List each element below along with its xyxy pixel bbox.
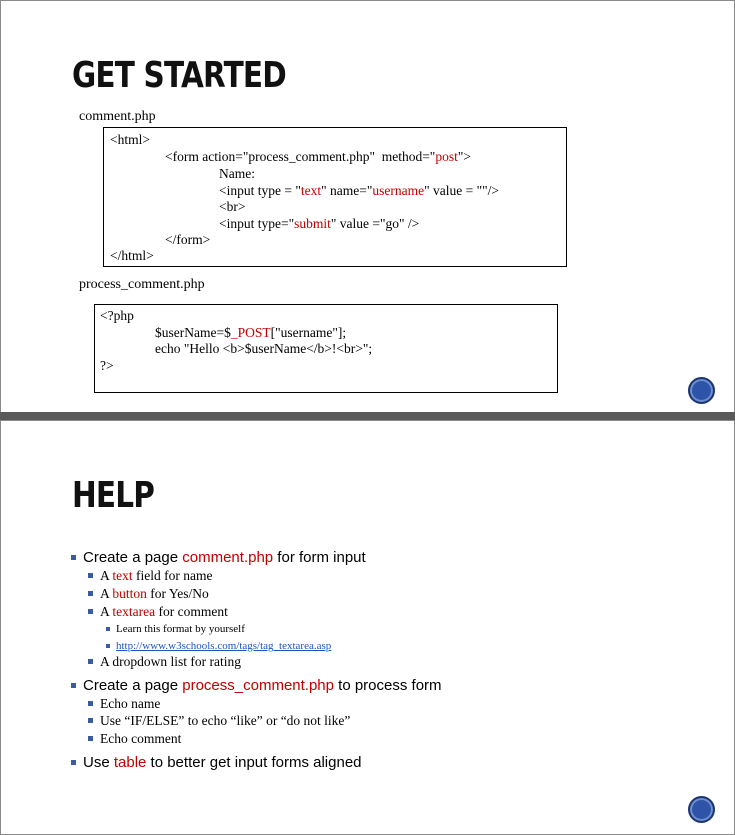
bullet-square-icon — [88, 573, 93, 578]
bullet-square-icon — [88, 701, 93, 706]
code-line: <html> — [110, 132, 150, 147]
code-line: ?> — [100, 358, 114, 373]
code-line: <input type="submit" value ="go" /> — [219, 216, 420, 231]
slide-title: GET STARTED — [72, 55, 286, 96]
bullet-square-icon — [88, 609, 93, 614]
code-line: echo "Hello <b>$userName</b>!<br>"; — [155, 341, 373, 356]
code-line: </form> — [165, 232, 211, 247]
code-line: <br> — [219, 199, 246, 214]
bullet-square-icon — [88, 736, 93, 741]
code-line: $userName=$_POST["username"]; — [155, 325, 347, 340]
w3schools-link[interactable]: http://www.w3schools.com/tags/tag_textarea.asp — [116, 640, 332, 652]
bullet-square-icon — [88, 659, 93, 664]
bullet-square-icon — [106, 644, 110, 648]
comment-php-label: comment.php — [79, 109, 156, 124]
bullet-square-icon — [88, 718, 93, 723]
code-line: </html> — [110, 248, 154, 263]
bullet-square-icon — [71, 760, 76, 765]
bullet-square-icon — [71, 555, 76, 560]
code-line: Name: — [219, 166, 255, 181]
code-line: <?php — [100, 308, 134, 323]
process-comment-php-label: process_comment.php — [79, 277, 205, 292]
process-comment-php-code-box — [94, 304, 558, 393]
slide-help: HELP Create a page comment.php for form input A text field for name A button for Yes/No A textarea for comment Learn this format by yourself http://www.w3schools.com/tags/tag_textarea.asp A dropdown list for rating Create a page process_comment.php to process form Echo name Use “IF/ELSE” to echo “like” or “do not like” Echo comment Use table to better get input forms aligned — [0, 420, 735, 835]
code-line: <input type = "text" name="username" value = ""/> — [219, 183, 499, 198]
slide-nav-circle-icon[interactable] — [688, 377, 715, 404]
comment-php-code-box — [103, 127, 567, 267]
code-line: <form action="process_comment.php" method="post"> — [165, 149, 471, 164]
slide-get-started — [0, 0, 735, 414]
slide-nav-circle-icon[interactable] — [688, 796, 715, 823]
bullet-square-icon — [106, 627, 110, 631]
bullet-square-icon — [88, 591, 93, 596]
bullet-square-icon — [71, 683, 76, 688]
slide-title: HELP — [72, 475, 155, 516]
